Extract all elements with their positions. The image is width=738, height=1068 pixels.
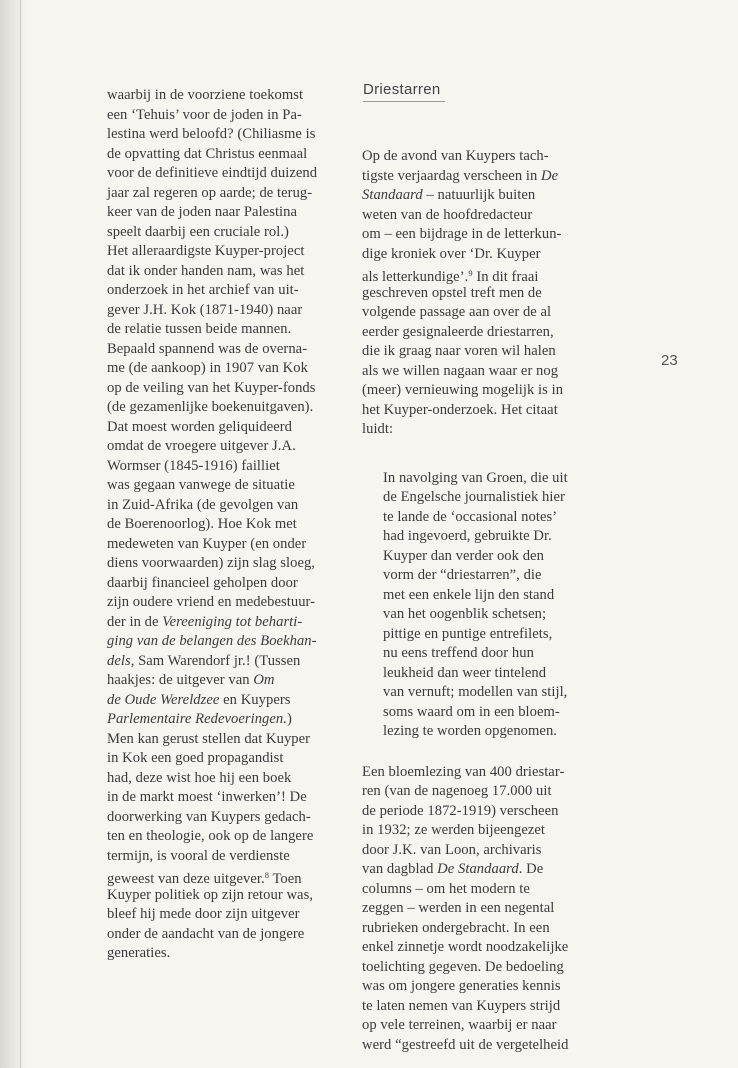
text-line: toelichting gegeven. De bedoeling — [362, 958, 564, 975]
text-line: gever J.H. Kok (1871-1940) naar — [107, 301, 303, 318]
text-line: voor de definitieve eindtijd duizend — [107, 165, 318, 181]
text-line: in de markt moest ‘inwerken’! De — [107, 789, 307, 805]
text-line: luidt: — [362, 421, 394, 437]
text-line: door J.K. van Loon, archivaris — [362, 841, 542, 858]
quote-line: de Engelsche journalistiek hier — [383, 489, 565, 505]
text-line: dat ik onder handen nam, was het — [107, 262, 305, 279]
text-line: Men kan gerust stellen dat Kuyper — [107, 730, 311, 747]
text-line: een ‘Tehuis’ voor de joden in Pa- — [107, 106, 302, 123]
text-line: dige kroniek over ‘Dr. Kuyper — [362, 245, 541, 262]
quote-line: vorm der “driestarren”, die — [383, 567, 542, 583]
quote-line: met een enkele lijn den stand — [383, 586, 555, 603]
text-line: de relatie tussen beide mannen. — [107, 321, 292, 337]
text-line: doorwerking van Kuypers gedach- — [107, 808, 311, 825]
text-line: de opvatting dat Christus eenmaal — [107, 145, 308, 162]
italic-title: de Oude Wereldzee — [107, 691, 220, 708]
text-line: Het alleraardigste Kuyper-project — [107, 243, 305, 259]
text-line: speelt daarbij een cruciale rol.) — [107, 223, 289, 240]
text-line: ten en theologie, ook op de langere — [107, 828, 314, 844]
text-line: de Boerenoorlog). Hoe Kok met — [107, 516, 297, 532]
quote-line: had ingevoerd, gebruikte Dr. — [383, 528, 552, 544]
quote-line: soms waard om in een bloem- — [383, 703, 560, 720]
text-line: Standaard – natuurlijk buiten — [362, 187, 536, 203]
text-line: als we willen nagaan waar er nog — [362, 362, 559, 379]
quote-line: lezing te worden opgenomen. — [383, 723, 557, 739]
text-line: haakjes: de uitgever van Om — [107, 672, 275, 688]
text-line: Kuyper politiek op zijn retour was, — [107, 886, 314, 903]
text-line: zeggen – werden in een negental — [362, 900, 555, 916]
book-gutter-line — [20, 0, 21, 1068]
text-line: volgende passage aan over de al — [362, 304, 552, 320]
text-line: Parlementaire Redevoeringen.) — [107, 711, 292, 727]
text-line: op de veiling van het Kuyper-fonds — [107, 379, 316, 396]
heading-underline — [363, 101, 445, 102]
footnote-marker[interactable]: 9 — [468, 268, 473, 278]
quote-line: te lande de ‘occasional notes’ — [383, 508, 558, 525]
text-line: geweest van deze uitgever.$^8$ Toen — [107, 870, 302, 887]
text-line: was gegaan vanwege de situatie — [107, 477, 295, 493]
text-line: Bepaald spannend was de overna- — [107, 340, 308, 357]
text-line: der in de Vereeniging tot beharti- — [107, 613, 303, 630]
quote-line: van vernuft; modellen van stijl, — [383, 684, 568, 700]
section-heading: Driestarren — [363, 81, 441, 98]
text-line: had, deze wist hoe hij een boek — [107, 769, 292, 786]
text-line: rubrieken ondergebracht. In een — [362, 919, 550, 936]
text-line: te laten nemen van Kuypers strijd — [362, 997, 561, 1014]
text-line: weten van de hoofdredacteur — [362, 206, 533, 223]
footnote-marker[interactable]: 8 — [264, 870, 270, 880]
text-line: geschreven opstel treft men de — [362, 284, 542, 301]
text-line: de periode 1872-1919) verscheen — [362, 802, 559, 819]
text-line: Een bloemlezing van 400 driestar- — [362, 763, 565, 780]
italic-title: Vereeniging tot beharti- — [162, 613, 303, 630]
text-line: was om jongere generaties kennis — [362, 978, 561, 994]
text-line — [107, 632, 347, 652]
text-line: generaties. — [107, 945, 171, 961]
quote-line: van het oogenblik schetsen; — [383, 606, 547, 622]
text-line: keer van de joden naar Palestina — [107, 204, 298, 220]
text-line: daarbij financieel geholpen door — [107, 574, 298, 591]
text-line: Op de avond van Kuypers tach- — [362, 148, 549, 164]
text-line: me (de aankoop) in 1907 van Kok — [107, 360, 308, 376]
text-line: de Oude Wereldzee en Kuypers — [107, 691, 291, 708]
text-line: ren (van de nagenoeg 17.000 uit — [362, 783, 552, 799]
text-line: die ik graag naar voren wil halen — [362, 343, 556, 359]
text-line: eerder gesignaleerde driestarren, — [362, 323, 554, 340]
paragraph — [362, 763, 617, 1056]
italic-title: ging van de belangen des Boekhan- — [107, 633, 317, 649]
text-line: medeweten van Kuyper (en onder — [107, 535, 307, 552]
quote-line: nu eens treffend door hun — [383, 645, 534, 661]
text-line: in Zuid-Afrika (de gevolgen van — [107, 496, 299, 513]
quote-line: leukheid dan weer tintelend — [383, 664, 547, 681]
text-line: onderzoek in het archief van uit- — [107, 282, 299, 298]
text-line: om – een bijdrage in de letterkun- — [362, 226, 562, 242]
text-line: in Kok een goed propagandist — [107, 750, 284, 766]
text-line: Wormser (1845-1916) failliet — [107, 457, 280, 474]
text-line: op vele terreinen, waarbij er naar — [362, 1017, 557, 1033]
text-line: in 1932; ze werden bijeengezet — [362, 822, 546, 838]
italic-title: Om — [253, 672, 275, 688]
right-text-column — [362, 147, 617, 1055]
italic-title: De Standaard — [437, 861, 519, 877]
italic-title: De — [541, 167, 559, 184]
text-line: (de gezamenlijke boekenuitgaven). — [107, 399, 314, 415]
text-line: tigste verjaardag verscheen in De — [362, 167, 559, 184]
left-text-column — [107, 86, 347, 964]
text-line: enkel zinnetje wordt noodzakelijke — [362, 939, 569, 955]
text-line: lestina werd beloofd? (Chiliasme is — [107, 126, 316, 142]
italic-title: Parlementaire Redevoeringen. — [107, 711, 287, 727]
text-line: het Kuyper-onderzoek. Het citaat — [362, 401, 558, 418]
text-line: onder de aandacht van de jongere — [107, 925, 305, 942]
text-line: van dagblad De Standaard. De — [362, 861, 544, 877]
text-line: als letterkundige’.$^9$ In dit fraai — [362, 268, 539, 285]
text-line: jaar zal regeren op aarde; de terug- — [107, 184, 313, 201]
block-quote — [362, 469, 617, 742]
text-line: (meer) vernieuwing mogelijk is in — [362, 382, 564, 398]
quote-line: Kuyper dan verder ook den — [383, 547, 544, 564]
text-line: dels, Sam Warendorf jr.! (Tussen — [107, 652, 301, 669]
text-line: columns – om het modern te — [362, 880, 530, 897]
book-spine-shadow — [0, 0, 28, 1068]
quote-line: In navolging van Groen, die uit — [383, 469, 568, 486]
text-line: diens voorwaarden) zijn slag sloeg, — [107, 555, 316, 571]
text-line: werd “gestreefd uit de vergetelheid — [362, 1036, 569, 1053]
text-line: bleef hij mede door zijn uitgever — [107, 906, 300, 922]
text-line: termijn, is vooral de verdienste — [107, 847, 290, 864]
text-line: waarbij in de voorziene toekomst — [107, 87, 304, 103]
quote-line: pittige en puntige entrefilets, — [383, 625, 553, 642]
italic-title: dels — [107, 652, 131, 669]
text-line: omdat de vroegere uitgever J.A. — [107, 438, 296, 454]
paragraph — [362, 147, 617, 440]
text-line: Dat moest worden geliquideerd — [107, 418, 293, 435]
italic-title: Standaard — [362, 187, 423, 203]
text-line: zijn oudere vriend en medebestuur- — [107, 594, 316, 610]
page-number: 23 — [661, 352, 678, 369]
